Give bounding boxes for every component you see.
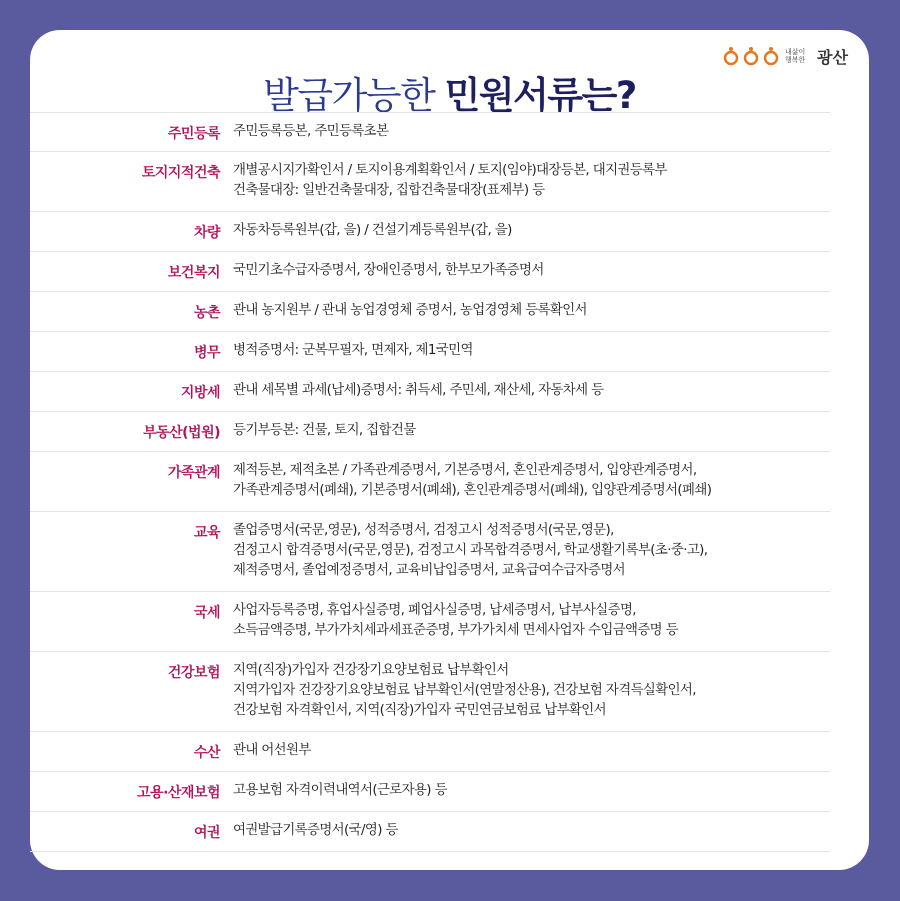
document-row [30, 412, 830, 452]
description-line: 건축물대장: 일반건축물대장, 집합건축물대장(표제부) 등 [233, 183, 545, 198]
description-line: 제적증명서, 졸업예정증명서, 교육비납입증명서, 교육급여수급자증명서 [233, 563, 625, 578]
gwangsan-logo [722, 42, 848, 70]
document-description [233, 512, 830, 591]
description-line: 건강보험 자격확인서, 지역(직장)가입자 국민연금보험료 납부확인서 [233, 703, 606, 718]
document-row [30, 592, 830, 652]
document-description [233, 592, 830, 651]
description-line: 검정고시 합격증명서(국문,영문), 검정고시 과목합격증명서, 학교생활기록부(초·중·고), [233, 543, 708, 558]
document-description [233, 732, 830, 771]
document-description [233, 412, 830, 451]
document-description [233, 772, 830, 811]
document-description [233, 332, 830, 371]
smile-faces-icon [722, 46, 780, 66]
document-list [30, 112, 830, 852]
document-description [233, 652, 830, 731]
category-label: 주민등록 [167, 126, 220, 142]
description-line: 고용보험 자격이력내역서(근로자용) 등 [233, 783, 447, 798]
document-row [30, 812, 830, 852]
category-label: 지방세 [180, 385, 220, 401]
document-row [30, 452, 830, 512]
category-label: 교육 [193, 525, 220, 541]
description-line: 졸업증명서(국문,영문), 성적증명서, 검정고시 성적증명서(국문,영문), [233, 523, 614, 538]
document-row [30, 292, 830, 332]
document-row [30, 372, 830, 412]
document-row [30, 652, 830, 732]
description-line: 제적등본, 제적초본 / 가족관계증명서, 기본증명서, 혼인관계증명서, 입양관계증명서, [233, 463, 697, 478]
document-row [30, 212, 830, 252]
description-line: 개별공시지가확인서 / 토지이용계획확인서 / 토지(임야)대장등본, 대지권등록부 [233, 163, 667, 178]
document-row [30, 512, 830, 592]
description-line: 관내 세목별 과세(납세)증명서: 취득세, 주민세, 재산세, 자동차세 등 [233, 383, 604, 398]
logo-wordmark: 광산 [817, 47, 848, 67]
document-row [30, 772, 830, 812]
category-label: 고용·산재보험 [137, 785, 220, 801]
description-line: 국민기초수급자증명서, 장애인증명서, 한부모가족증명서 [233, 263, 544, 278]
category-label: 수산 [193, 745, 220, 761]
document-row [30, 732, 830, 772]
logo-slogan: 내삶이 행복한 [785, 48, 806, 64]
document-row [30, 152, 830, 212]
category-label: 농촌 [193, 305, 220, 321]
category-label: 병무 [193, 345, 220, 361]
category-label: 차량 [193, 225, 220, 241]
document-description [233, 252, 830, 291]
description-line: 여권발급기록증명서(국/영) 등 [233, 823, 398, 838]
document-row [30, 332, 830, 372]
category-label: 부동산(법원) [143, 425, 220, 441]
description-line: 지역가입자 건강장기요양보험료 납부확인서(연말정산용), 건강보험 자격득실확인서, [233, 683, 696, 698]
category-label: 가족관계 [167, 465, 220, 481]
description-line: 주민등록등본, 주민등록초본 [233, 124, 389, 139]
document-description [233, 292, 830, 331]
description-line: 자동차등록원부(갑, 을) / 건설기계등록원부(갑, 을) [233, 223, 512, 238]
document-description [233, 113, 830, 151]
description-line: 병적증명서: 군복무필자, 면제자, 제1국민역 [233, 343, 473, 358]
title-bold: 민원서류는? [444, 74, 636, 117]
title-light: 발급가능한 [263, 74, 445, 117]
description-line: 등기부등본: 건물, 토지, 집합건물 [233, 423, 416, 438]
document-description [233, 212, 830, 251]
category-label: 국세 [193, 605, 220, 621]
document-description [233, 152, 830, 211]
description-line: 관내 농지원부 / 관내 농업경영체 증명서, 농업경영체 등록확인서 [233, 303, 587, 318]
description-line: 소득금액증명, 부가가치세과세표준증명, 부가가치세 면세사업자 수입금액증명 등 [233, 623, 678, 638]
document-row [30, 252, 830, 292]
description-line: 관내 어선원부 [233, 743, 311, 758]
description-line: 사업자등록증명, 휴업사실증명, 폐업사실증명, 납세증명서, 납부사실증명, [233, 603, 636, 618]
category-label: 여권 [193, 825, 220, 841]
document-row [30, 112, 830, 152]
document-description [233, 452, 830, 511]
document-description [233, 812, 830, 851]
category-label: 보건복지 [167, 265, 220, 281]
category-label: 건강보험 [167, 665, 220, 681]
description-line: 지역(직장)가입자 건강장기요양보험료 납부확인서 [233, 663, 509, 678]
description-line: 가족관계증명서(폐쇄), 기본증명서(폐쇄), 혼인관계증명서(폐쇄), 입양관계증명서(폐쇄) [233, 483, 712, 498]
document-description [233, 372, 830, 411]
category-label: 토지지적건축 [141, 165, 220, 181]
